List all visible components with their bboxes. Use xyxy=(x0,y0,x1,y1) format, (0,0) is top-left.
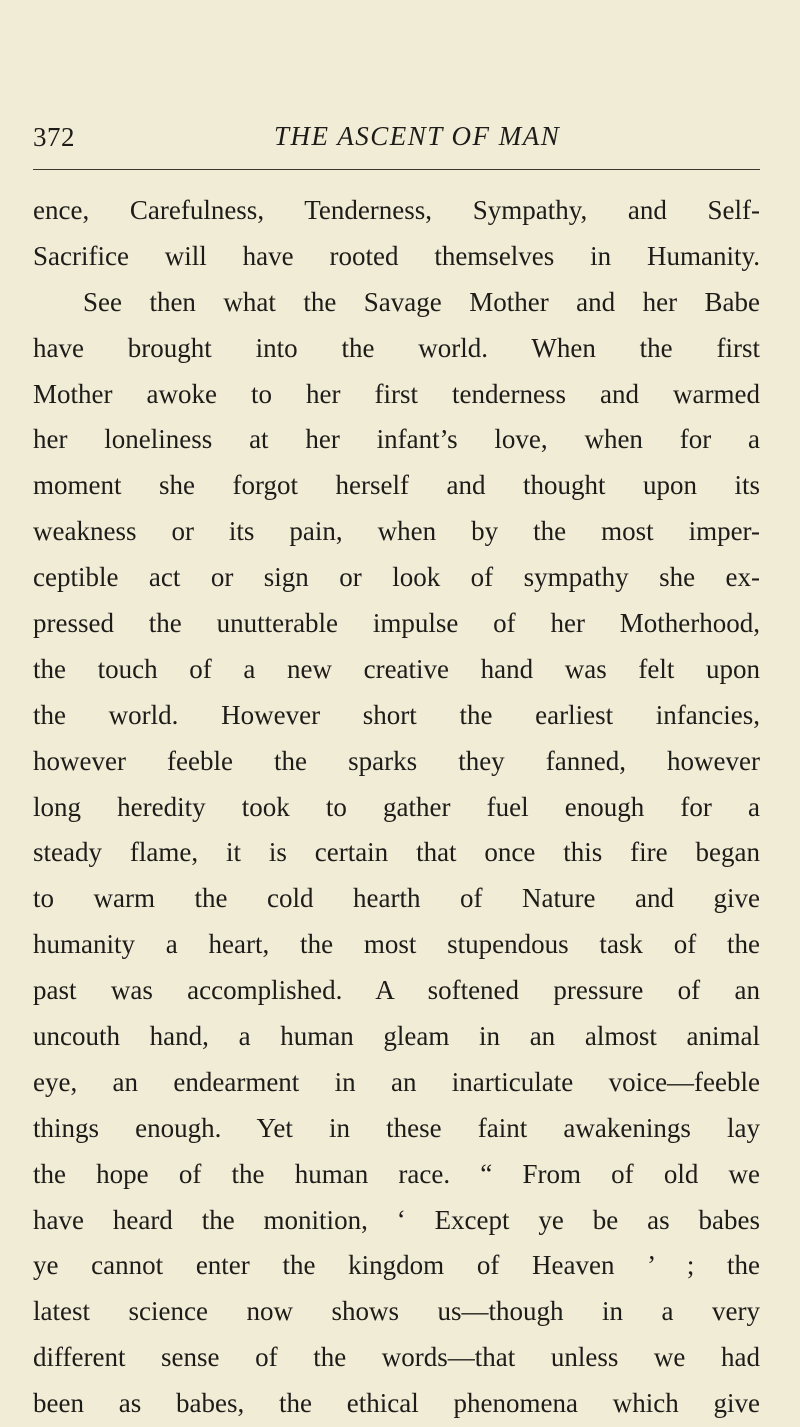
running-head: THE ASCENT OF MAN xyxy=(274,121,561,151)
text-line: things enough. Yet in these faint awakenings lay xyxy=(33,1112,760,1143)
header-rule xyxy=(33,169,760,170)
text-line: long heredity took to gather fuel enough for a xyxy=(33,791,760,822)
text-line: eye, an endearment in an inarticulate voice—feeble xyxy=(33,1066,760,1097)
text-line: however feeble the sparks they fanned, however xyxy=(33,745,760,776)
text-line: different sense of the words—that unless we had xyxy=(33,1342,760,1373)
text-line: past was accomplished. A softened pressure of an xyxy=(33,975,760,1006)
text-line: uncouth hand, a human gleam in an almost animal xyxy=(33,1021,760,1052)
text-line: the touch of a new creative hand was felt upon xyxy=(33,653,760,684)
text-line: humanity a heart, the most stupendous task of the xyxy=(33,929,760,960)
text-line: Sacrifice will have rooted themselves in Humanity. xyxy=(33,240,760,271)
text-line: have heard the monition, ‘ Except ye be as babes xyxy=(33,1204,760,1235)
text-line: have brought into the world. When the first xyxy=(33,332,760,363)
text-line: been as babes, the ethical phenomena which give xyxy=(33,1388,760,1419)
page-number: 372 xyxy=(33,122,75,152)
text-line: to warm the cold hearth of Nature and give xyxy=(33,883,760,914)
page-header xyxy=(33,122,763,162)
body-text xyxy=(33,188,760,1427)
text-line: ceptible act or sign or look of sympathy she ex- xyxy=(33,562,760,593)
text-line: See then what the Savage Mother and her Babe xyxy=(83,286,760,317)
text-line: weakness or its pain, when by the most imper- xyxy=(33,516,760,547)
text-line: steady flame, it is certain that once this fire began xyxy=(33,837,760,868)
text-line: moment she forgot herself and thought upon its xyxy=(33,470,760,501)
text-line: Mother awoke to her first tenderness and warmed xyxy=(33,378,760,409)
text-line: ence, Carefulness, Tenderness, Sympathy, and Self- xyxy=(33,195,760,225)
text-line: latest science now shows us—though in a very xyxy=(33,1296,760,1327)
text-line: her loneliness at her infant’s love, when for a xyxy=(33,424,760,455)
text-line: ye cannot enter the kingdom of Heaven ’ ; the xyxy=(33,1250,760,1281)
text-line: the hope of the human race. “ From of old we xyxy=(33,1158,760,1189)
text-line: pressed the unutterable impulse of her Motherhood, xyxy=(33,608,760,639)
text-line: the world. However short the earliest infancies, xyxy=(33,699,760,730)
